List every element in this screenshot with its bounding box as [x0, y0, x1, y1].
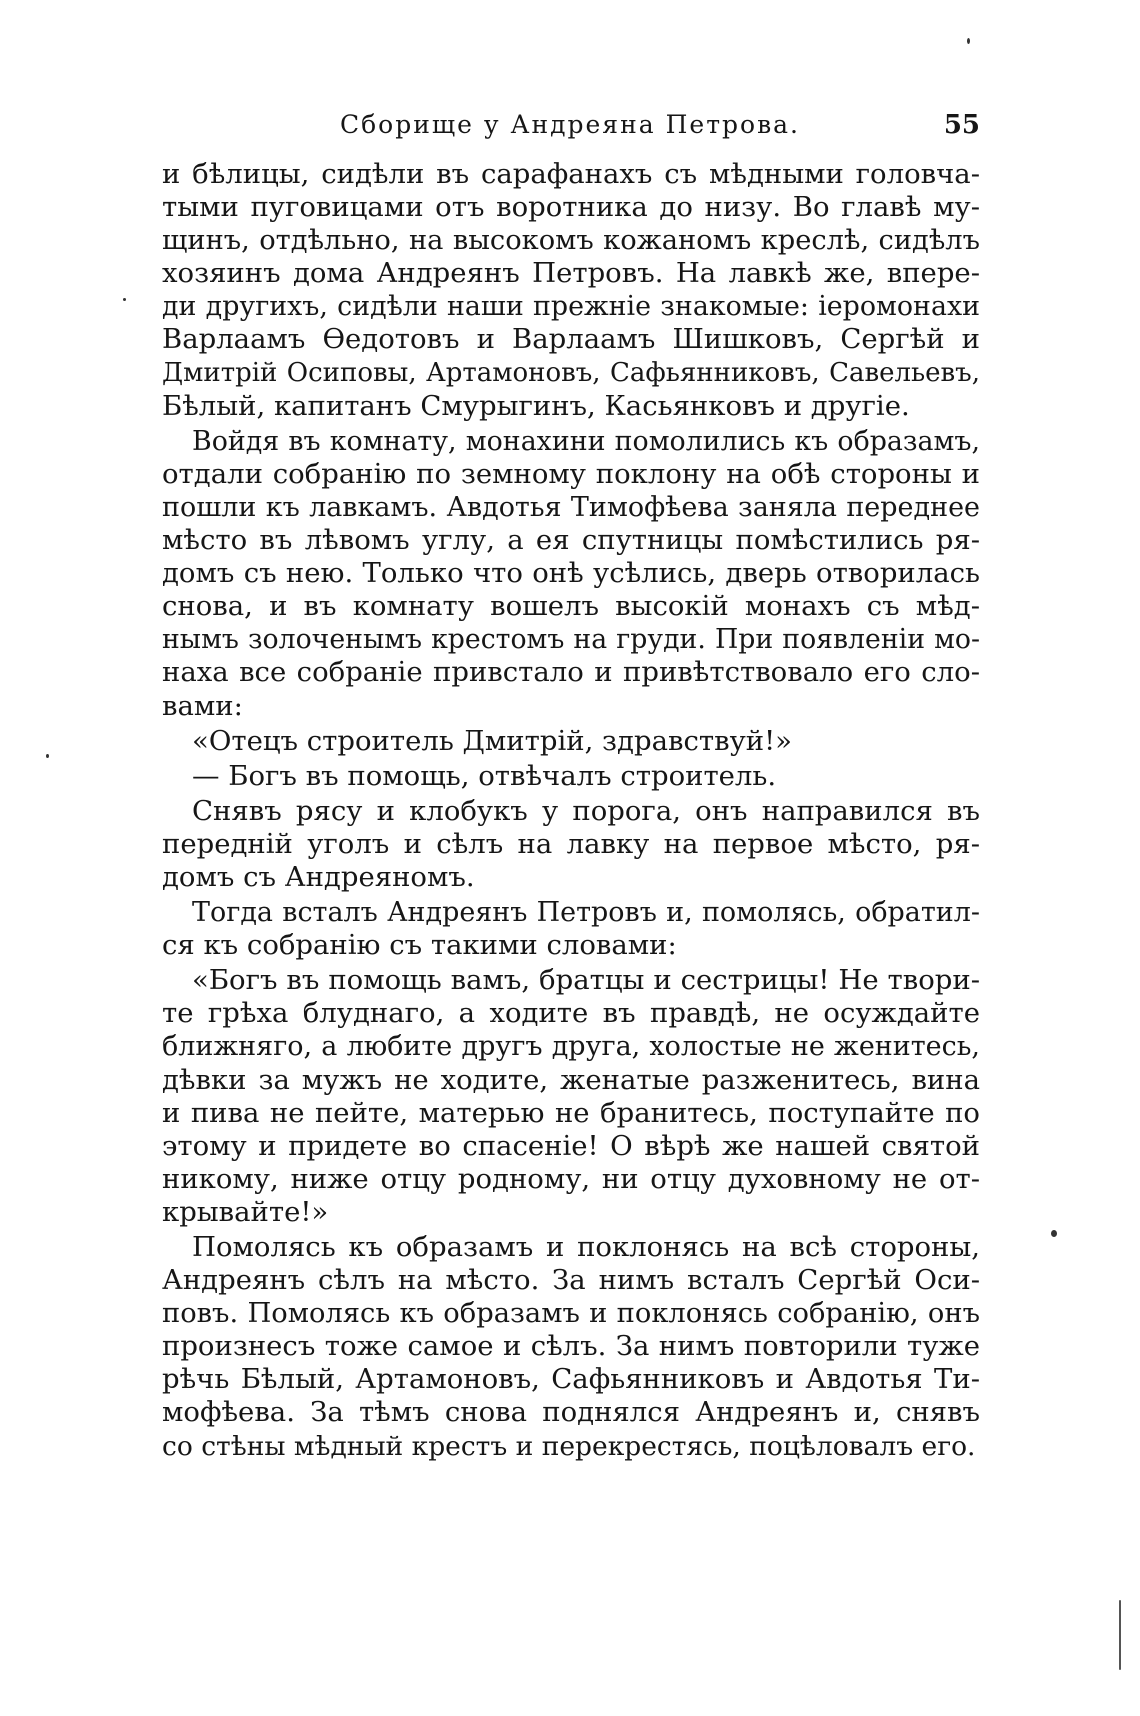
text-line: — Богъ въ помощь, отвѣчалъ строитель.: [192, 759, 777, 792]
text-line: вами:: [162, 689, 243, 722]
running-head: [160, 108, 980, 142]
text-line: и бѣлицы, сидѣли въ сарафанахъ съ мѣдными головча-: [162, 158, 980, 190]
text-line: мѣсто въ лѣвомъ углу, а ея спутницы помѣстились ря-: [162, 524, 980, 557]
text-line: домъ съ нею. Только что онѣ усѣлись, дверь отворилась: [162, 557, 980, 590]
text-line: этому и придете во спасеніе! О вѣрѣ же нашей святой: [162, 1129, 980, 1162]
text-line: ближняго, а любите другъ друга, холостые не женитесь,: [162, 1031, 980, 1063]
text-line: пошли къ лавкамъ. Авдотья Тимофѣева заняла переднее: [162, 491, 980, 523]
running-title: Сборище у Андреяна Петрова.: [339, 110, 801, 139]
scan-speck: [123, 298, 126, 301]
text-line: Войдя въ комнату, монахини помолились къ образамъ,: [192, 425, 980, 457]
text-line: отдали собранію по земному поклону на обѣ стороны и: [162, 457, 980, 490]
text-line: дѣвки за мужъ не ходите, женатые разженитесь, вина: [162, 1063, 980, 1096]
scan-speck: [967, 38, 970, 44]
scan-speck: [1051, 1230, 1057, 1237]
text-line: мофѣева. За тѣмъ снова поднялся Андреянъ и, снявъ: [162, 1396, 980, 1429]
paragraph: [162, 1231, 980, 1463]
text-line: нымъ золоченымъ крестомъ на груди. При появленіи мо-: [162, 624, 980, 656]
text-line: наха все собраніе привстало и привѣтствовало его сло-: [162, 656, 980, 689]
text-line: и пива не пейте, матерью не бранитесь, поступайте по: [162, 1096, 980, 1129]
paragraph: [162, 725, 980, 758]
text-line: Тогда всталъ Андреянъ Петровъ и, помолясь, обратил-: [192, 897, 980, 929]
scan-speck: [46, 754, 49, 758]
text-line: никому, ниже отцу родному, ни отцу духовному не от-: [162, 1162, 980, 1195]
body-text: [162, 158, 980, 1465]
paragraph: [162, 964, 980, 1229]
text-line: со стѣны мѣдный крестъ и перекрестясь, поцѣловалъ его.: [162, 1430, 976, 1462]
text-line: передній уголъ и сѣлъ на лавку на первое мѣсто, ря-: [162, 827, 980, 860]
text-line: рѣчь Бѣлый, Артамоновъ, Сафьянниковъ и Авдотья Ти-: [162, 1363, 980, 1396]
text-line: Помолясь къ образамъ и поклонясь на всѣ стороны,: [192, 1231, 980, 1263]
text-line: ди другихъ, сидѣли наши прежніе знакомые: іеромонахи: [162, 291, 980, 323]
text-line: снова, и въ комнату вошелъ высокій монахъ съ мѣд-: [162, 590, 980, 623]
page-number: 55: [943, 110, 980, 140]
paragraph: [162, 896, 980, 962]
text-line: хозяинъ дома Андреянъ Петровъ. На лавкѣ же, впере-: [162, 257, 980, 290]
text-line: Снявъ рясу и клобукъ у порога, онъ направился въ: [192, 794, 980, 827]
paragraph: [162, 158, 980, 423]
text-line: крывайте!»: [162, 1195, 329, 1228]
text-line: повъ. Помолясь къ образамъ и поклонясь собранію, онъ: [162, 1298, 980, 1330]
text-line: «Отецъ строитель Дмитрій, здравствуй!»: [192, 724, 792, 757]
text-line: «Богъ въ помощь вамъ, братцы и сестрицы! Не твори-: [192, 964, 980, 997]
text-line: щинъ, отдѣльно, на высокомъ кожаномъ креслѣ, сидѣлъ: [162, 225, 980, 257]
scan-speck: [1119, 1600, 1121, 1670]
text-line: ся къ собранію съ такими словами:: [162, 929, 677, 962]
text-line: Бѣлый, капитанъ Смурыгинъ, Касьянковъ и другіе.: [162, 389, 910, 422]
paragraph: [162, 795, 980, 894]
paragraph: [162, 760, 980, 793]
paragraph: [162, 425, 980, 723]
text-line: домъ съ Андреяномъ.: [162, 860, 475, 893]
text-line: Андреянъ сѣлъ на мѣсто. За нимъ всталъ Сергѣй Оси-: [162, 1264, 980, 1297]
text-line: те грѣха блуднаго, а ходите въ правдѣ, не осуждайте: [162, 997, 980, 1030]
text-line: Дмитрій Осиповы, Артамоновъ, Сафьянниковъ, Савельевъ,: [162, 357, 980, 388]
text-line: Варлаамъ Ѳедотовъ и Варлаамъ Шишковъ, Сергѣй и: [162, 323, 980, 356]
text-line: тыми пуговицами отъ воротника до низу. Во главѣ му-: [162, 191, 980, 224]
text-line: произнесъ тоже самое и сѣлъ. За нимъ повторили туже: [162, 1330, 980, 1363]
